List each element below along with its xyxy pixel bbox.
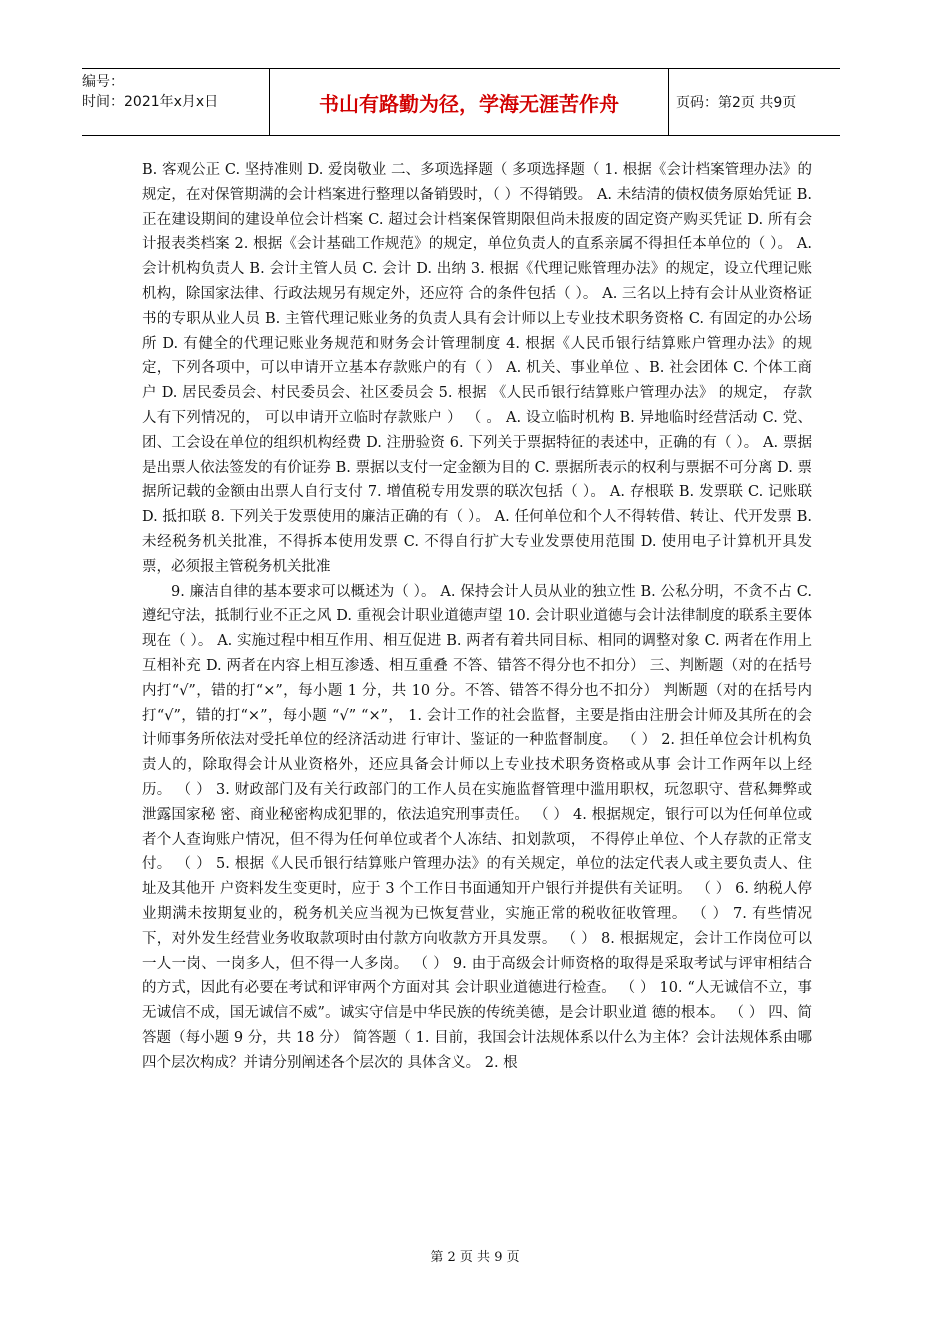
- document-body: [142, 158, 812, 1075]
- body-paragraph: B. 客观公正 C. 坚持准则 D. 爱岗敬业 二、多项选择题（ 多项选择题（ 1. 根据《会计档案管理办法》的规定，在对保管期满的会计档案进行整理以备销毁时，（ ）不得销毁。 A. 未结清的债权债务原始凭证 B. 正在建设期间的建设单位会计档案 C. 超过会计档案保管期限但尚未报废的固定资产购买凭证 D. 所有会计报表类档案 2. 根据《会计基础工作规范》的规定，单位负责人的直系亲属不得担任本单位的（ ）。 A. 会计机构负责人 B. 会计主管人员 C. 会计 D. 出纳 3. 根据《代理记账管理办法》的规定，设立代理记账机构，除国家法律、行政法规另有规定外，还应符 合的条件包括（ ）。 A. 三名以上持有会计从业资格证书的专职从业人员 B. 主管代理记账业务的负责人具有会计师以上专业技术职务资格 C. 有固定的办公场所 D. 有健全的代理记账业务规范和财务会计管理制度 4. 根据《人民币银行结算账户管理办法》的规定，下列各项中，可以申请开立基本存款账户的有（ ） A. 机关、事业单位 、B. 社会团体 C. 个体工商户 D. 居民委员会、村民委员会、社区委员会 5. 根据 《人民币银行结算账户管理办法》 的规定， 存款人有下列情况的， 可以申请开立临时存款账户 ） （ 。 A. 设立临时机构 B. 异地临时经营活动 C. 党、团、工会设在单位的组织机构经费 D. 注册验资 6. 下列关于票据特征的表述中，正确的有（ ）。 A. 票据是出票人依法签发的有价证券 B. 票据以支付一定金额为目的 C. 票据所表示的权利与票据不可分离 D. 票据所记载的金额由出票人自行支付 7. 增值税专用发票的联次包括（ ）。 A. 存根联 B. 发票联 C. 记账联 D. 抵扣联 8. 下列关于发票使用的廉洁正确的有（ ）。 A. 任何单位和个人不得转借、转让、代开发票 B. 未经税务机关批准，不得拆本使用发票 C. 不得自行扩大专业发票使用范围 D. 使用电子计算机开具发票，必须报主管税务机关批准: [142, 162, 812, 575]
- header-motto: 书山有路勤为径，学海无涯苦作舟: [270, 69, 669, 135]
- serial-number-label: 编号：: [82, 74, 124, 90]
- page-footer: 第 2 页 共 9 页: [430, 1250, 520, 1265]
- page-header: [82, 68, 840, 136]
- header-meta: [82, 69, 270, 135]
- header-page-info: 页码：第2页 共9页: [676, 95, 797, 111]
- body-paragraph: 9. 廉洁自律的基本要求可以概述为（ ）。 A. 保持会计人员从业的独立性 B. 公私分明，不贪不占 C. 遵纪守法，抵制行业不正之风 D. 重视会计职业道德声望 10. 会计职业道德与会计法律制度的联系主要体现在（ ）。 A. 实施过程中相互作用、相互促进 B. 两者有着共同目标、相同的调整对象 C. 两者在作用上互相补充 D. 两者在内容上相互渗透、相互重叠 不答、错答不得分也不扣分） 三、判断题（对的在括号内打“√”，错的打“×”，每小题 1 分，共 10 分。不答、错答不得分也不扣分） 判断题（对的在括号内打“√”，错的打“×”，每小题 “√” “×”， 1. 会计工作的社会监督，主要是指由注册会计师及其所在的会计师事务所依法对受托单位的经济活动进 行审计、鉴证的一种监督制度。 （ ） 2. 担任单位会计机构负责人的，除取得会计从业资格外，还应具备会计师以上专业技术职务资格或从事 会计工作两年以上经历。 （ ） 3. 财政部门及有关行政部门的工作人员在实施监督管理中滥用职权，玩忽职守、营私舞弊或泄露国家秘 密、商业秘密构成犯罪的，依法追究刑事责任。 （ ） 4. 根据规定，银行可以为任何单位或者个人查询账户情况，但不得为任何单位或者个人冻结、扣划款项， 不得停止单位、个人存款的正常支付。 （ ） 5. 根据《人民币银行结算账户管理办法》的有关规定，单位的法定代表人或主要负责人、住址及其他开 户资料发生变更时，应于 3 个工作日书面通知开户银行并提供有关证明。 （ ） 6. 纳税人停业期满未按期复业的，税务机关应当视为已恢复营业，实施正常的税收征收管理。 （ ） 7. 有些情况下，对外发生经营业务收取款项时由付款方向收款方开具发票。 （ ） 8. 根据规定，会计工作岗位可以一人一岗、一岗多人，但不得一人多岗。 （ ） 9. 由于高级会计师资格的取得是采取考试与评审相结合的方式，因此有必要在考试和评审两个方面对其 会计职业道德进行检查。 （ ） 10. “人无诚信不立，事无诚信不成，国无诚信不威”。诚实守信是中华民族的传统美德，是会计职业道 德的根本。 （ ） 四、简答题（每小题 9 分，共 18 分） 简答题（ 1. 目前，我国会计法规体系以什么为主体？会计法规体系由哪四个层次构成？并请分别阐述各个层次的 具体含义。 2. 根: [142, 583, 812, 1071]
- date-label: 时间：2021年x月x日: [82, 94, 219, 110]
